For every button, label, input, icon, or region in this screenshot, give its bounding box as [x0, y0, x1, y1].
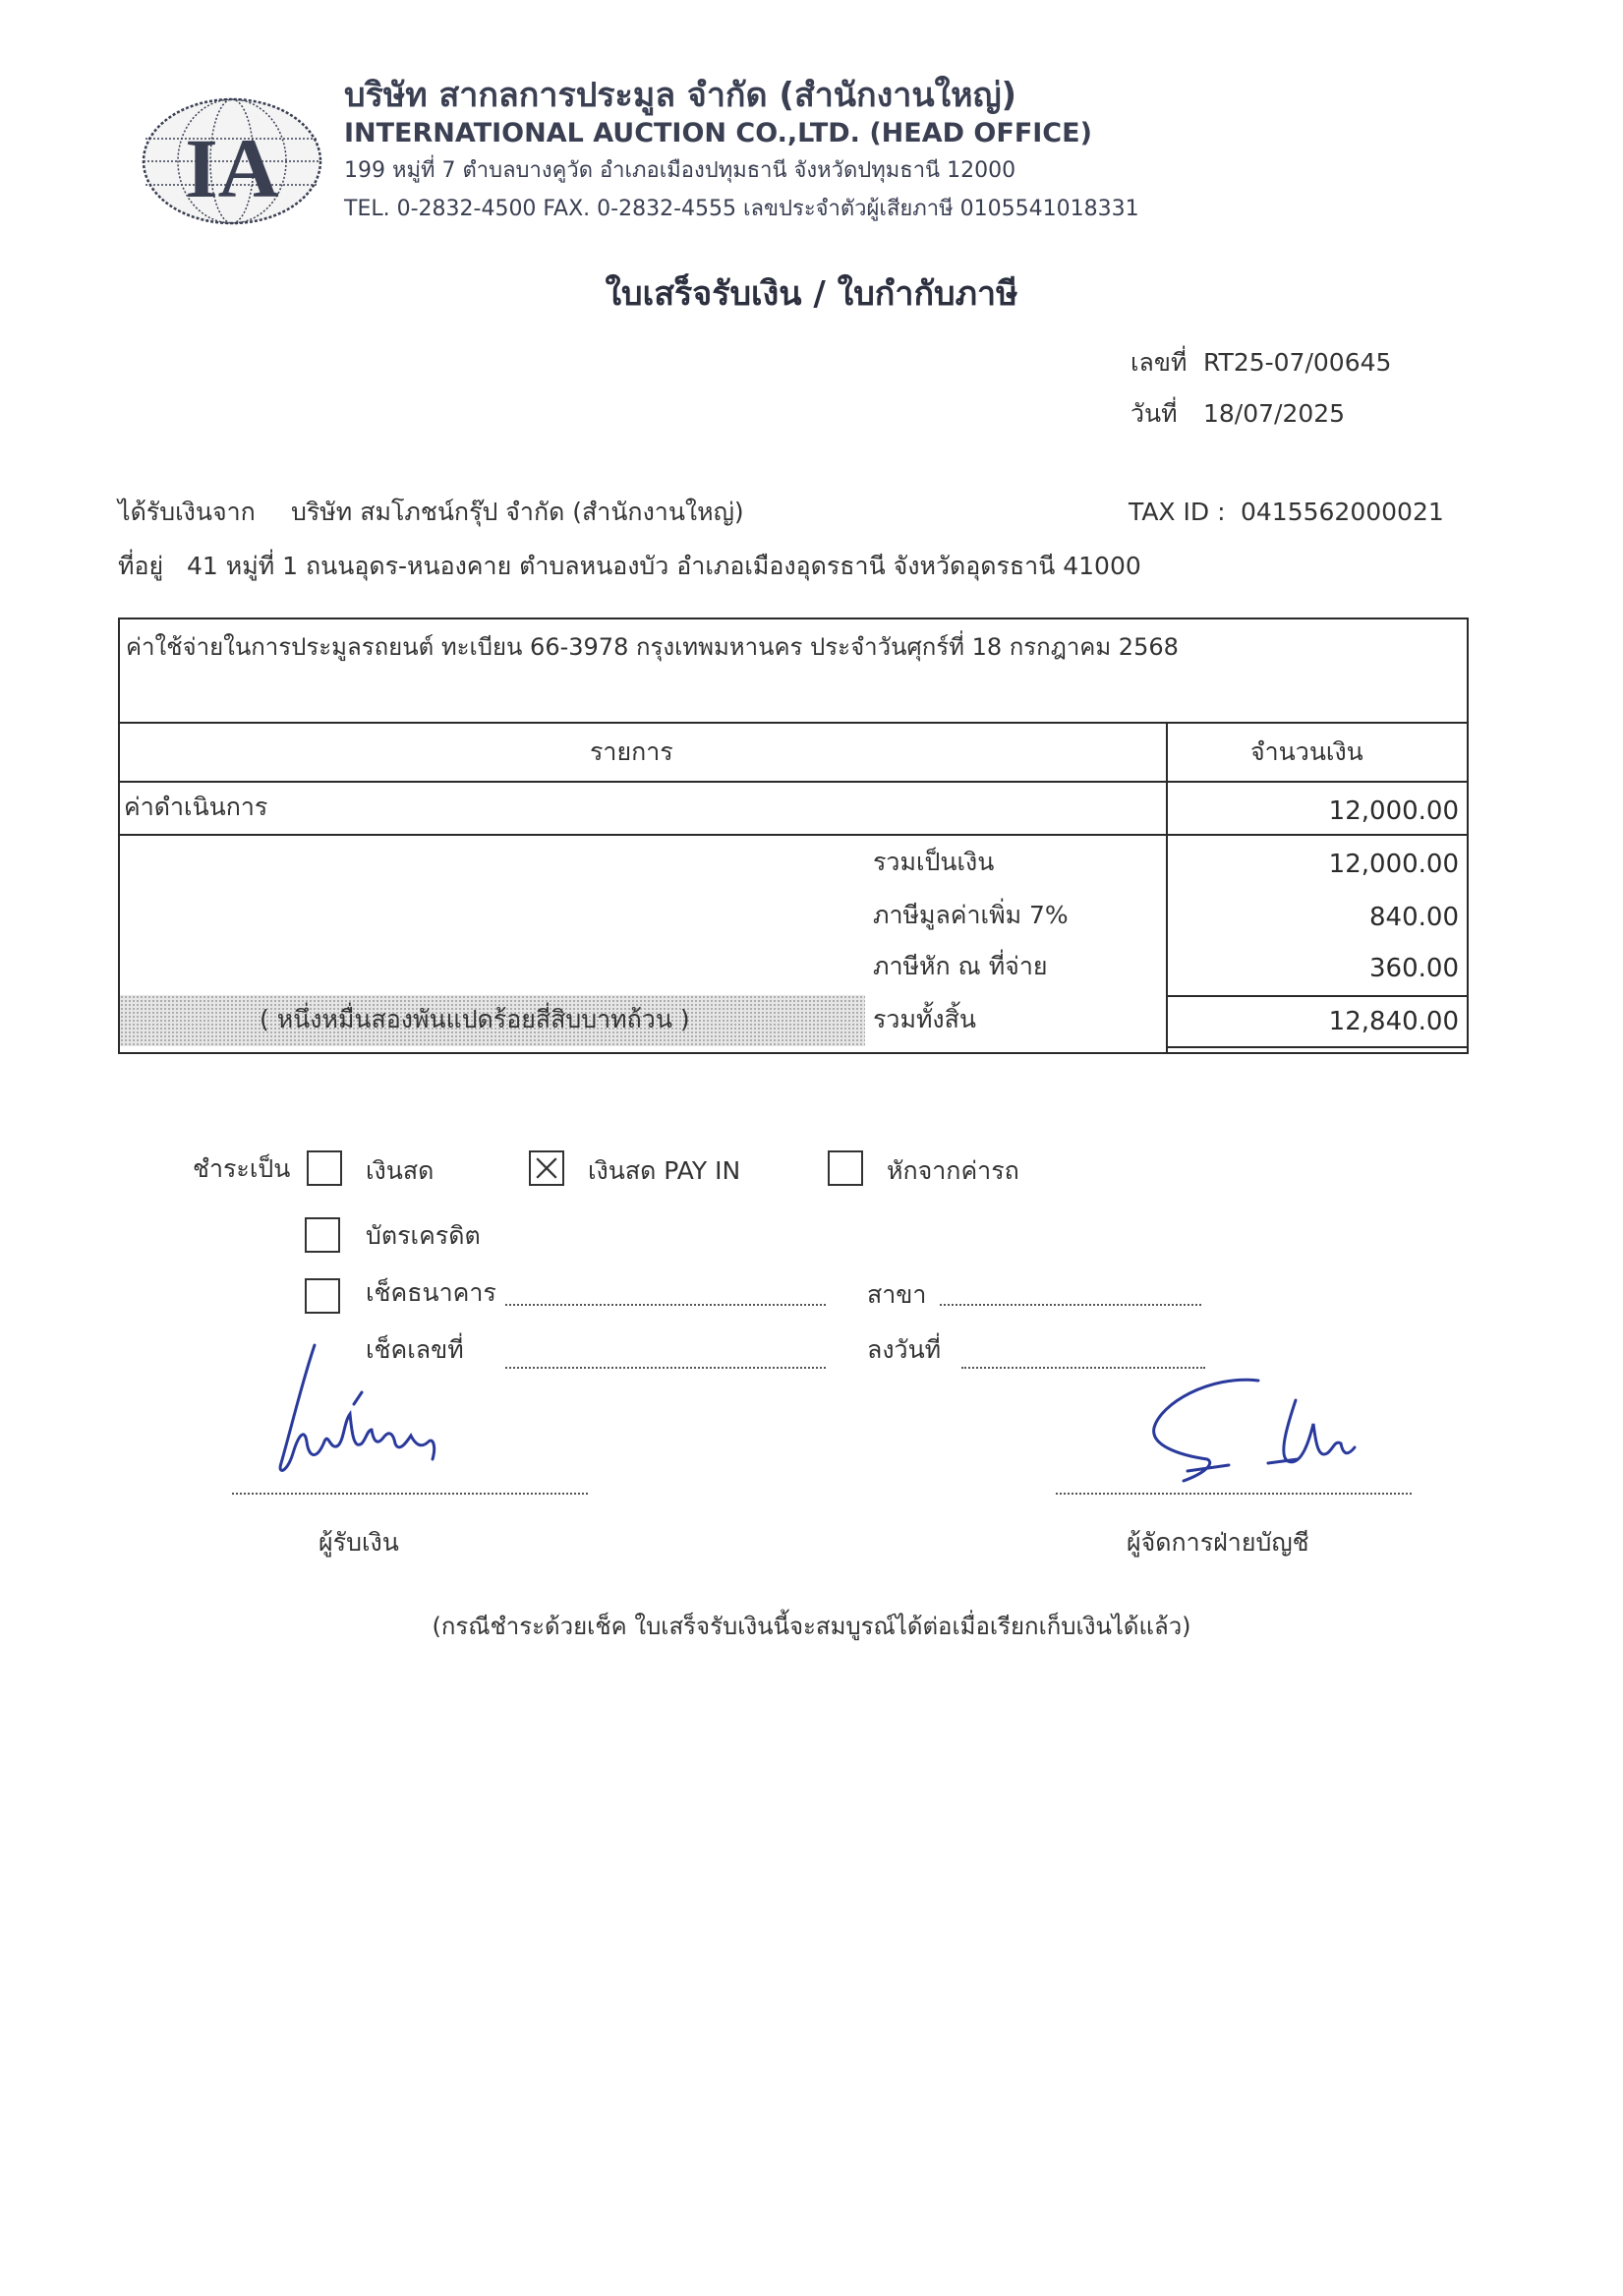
receiver-signature	[263, 1335, 450, 1493]
customer-address: 41 หมู่ที่ 1 ถนนอุดร-หนองคาย ตำบลหนองบัว อำเภอเมืองอุดรธานี จังหวัดอุดรธานี 41000	[187, 552, 1141, 580]
checkbox-cash-payin[interactable]	[529, 1150, 564, 1186]
item-name: ค่าดำเนินการ	[124, 793, 268, 821]
vat-amount: 840.00	[1369, 903, 1459, 932]
table-divider	[1166, 722, 1168, 1052]
table-divider	[118, 834, 1467, 836]
company-logo	[138, 94, 326, 228]
table-divider	[1166, 1046, 1467, 1048]
address-label: ที่อยู่	[118, 552, 164, 580]
column-header-item: รายการ	[590, 737, 673, 766]
manager-label: ผู้จัดการฝ่ายบัญชี	[1127, 1528, 1309, 1557]
item-amount: 12,000.00	[1328, 796, 1459, 826]
total-label: รวมทั้งสิ้น	[873, 1005, 976, 1033]
wht-label: ภาษีหัก ณ ที่จ่าย	[873, 952, 1048, 980]
total-amount: 12,840.00	[1328, 1007, 1459, 1036]
option-cheque: เช็คธนาคาร	[366, 1278, 496, 1307]
option-deduct: หักจากค่ารถ	[887, 1156, 1019, 1185]
logo-text: IA	[185, 121, 279, 215]
cheque-bank-line	[505, 1304, 826, 1306]
checkbox-deduct[interactable]	[828, 1150, 863, 1186]
document-title: ใบเสร็จรับเงิน / ใบกำกับภาษี	[605, 274, 1018, 314]
table-divider	[118, 722, 1467, 724]
amount-in-words: ( หนึ่งหมื่นสองพันแปดร้อยสี่สิบบาทถ้วน )	[260, 1005, 690, 1033]
option-credit-card: บัตรเครดิต	[366, 1221, 481, 1250]
branch-line	[940, 1304, 1201, 1306]
option-cash: เงินสด	[366, 1156, 435, 1185]
receiver-signature-line	[232, 1493, 588, 1495]
company-name-en: INTERNATIONAL AUCTION CO.,LTD. (HEAD OFFICE)	[344, 118, 1092, 148]
company-contact: TEL. 0-2832-4500 FAX. 0-2832-4555 เลขประจำตัวผู้เสียภาษี 0105541018331	[344, 197, 1139, 221]
vat-label: ภาษีมูลค่าเพิ่ม 7%	[873, 901, 1069, 929]
invoice-table	[118, 618, 1469, 1054]
tax-id-label: TAX ID :	[1129, 498, 1226, 526]
column-header-amount: จำนวนเงิน	[1250, 737, 1363, 766]
checkbox-cheque[interactable]	[305, 1278, 340, 1314]
receiver-label: ผู้รับเงิน	[319, 1528, 399, 1557]
footnote: (กรณีชำระด้วยเช็ค ใบเสร็จรับเงินนี้จะสมบูรณ์ได้ต่อเมื่อเรียกเก็บเงินได้แล้ว)	[432, 1613, 1191, 1640]
payment-label: ชำระเป็น	[193, 1154, 291, 1183]
cheque-number-label: เช็คเลขที่	[366, 1335, 464, 1364]
company-address: 199 หมู่ที่ 7 ตำบลบางคูวัด อำเภอเมืองปทุมธานี จังหวัดปทุมธานี 12000	[344, 158, 1016, 183]
option-cash-payin: เงินสด PAY IN	[588, 1156, 741, 1185]
subtotal-label: รวมเป็นเงิน	[873, 848, 995, 876]
doc-date: 18/07/2025	[1203, 399, 1346, 428]
manager-signature	[1140, 1365, 1376, 1493]
received-from-label: ได้รับเงินจาก	[118, 498, 256, 526]
table-divider	[118, 781, 1467, 783]
checkbox-cash[interactable]	[307, 1150, 342, 1186]
cheque-number-line	[505, 1367, 826, 1369]
checkbox-credit-card[interactable]	[305, 1217, 340, 1253]
branch-label: สาขา	[867, 1280, 927, 1309]
check-x-icon	[531, 1152, 562, 1184]
company-name-th: บริษัท สากลการประมูล จำกัด (สำนักงานใหญ่)	[344, 76, 1017, 115]
table-divider	[1166, 995, 1467, 997]
table-description: ค่าใช้จ่ายในการประมูลรถยนต์ ทะเบียน 66-3978 กรุงเทพมหานคร ประจำวันศุกร์ที่ 18 กรกฎาคม 2568	[126, 633, 1179, 661]
tax-id: 0415562000021	[1241, 498, 1444, 526]
manager-signature-line	[1056, 1493, 1412, 1495]
doc-date-label: วันที่	[1130, 399, 1178, 428]
subtotal-amount: 12,000.00	[1328, 850, 1459, 879]
doc-number: RT25-07/00645	[1203, 348, 1392, 377]
doc-number-label: เลขที่	[1130, 348, 1188, 377]
cheque-date-label: ลงวันที่	[867, 1335, 942, 1364]
customer-name: บริษัท สมโภชน์กรุ๊ป จำกัด (สำนักงานใหญ่)	[291, 498, 744, 526]
wht-amount: 360.00	[1369, 954, 1459, 983]
